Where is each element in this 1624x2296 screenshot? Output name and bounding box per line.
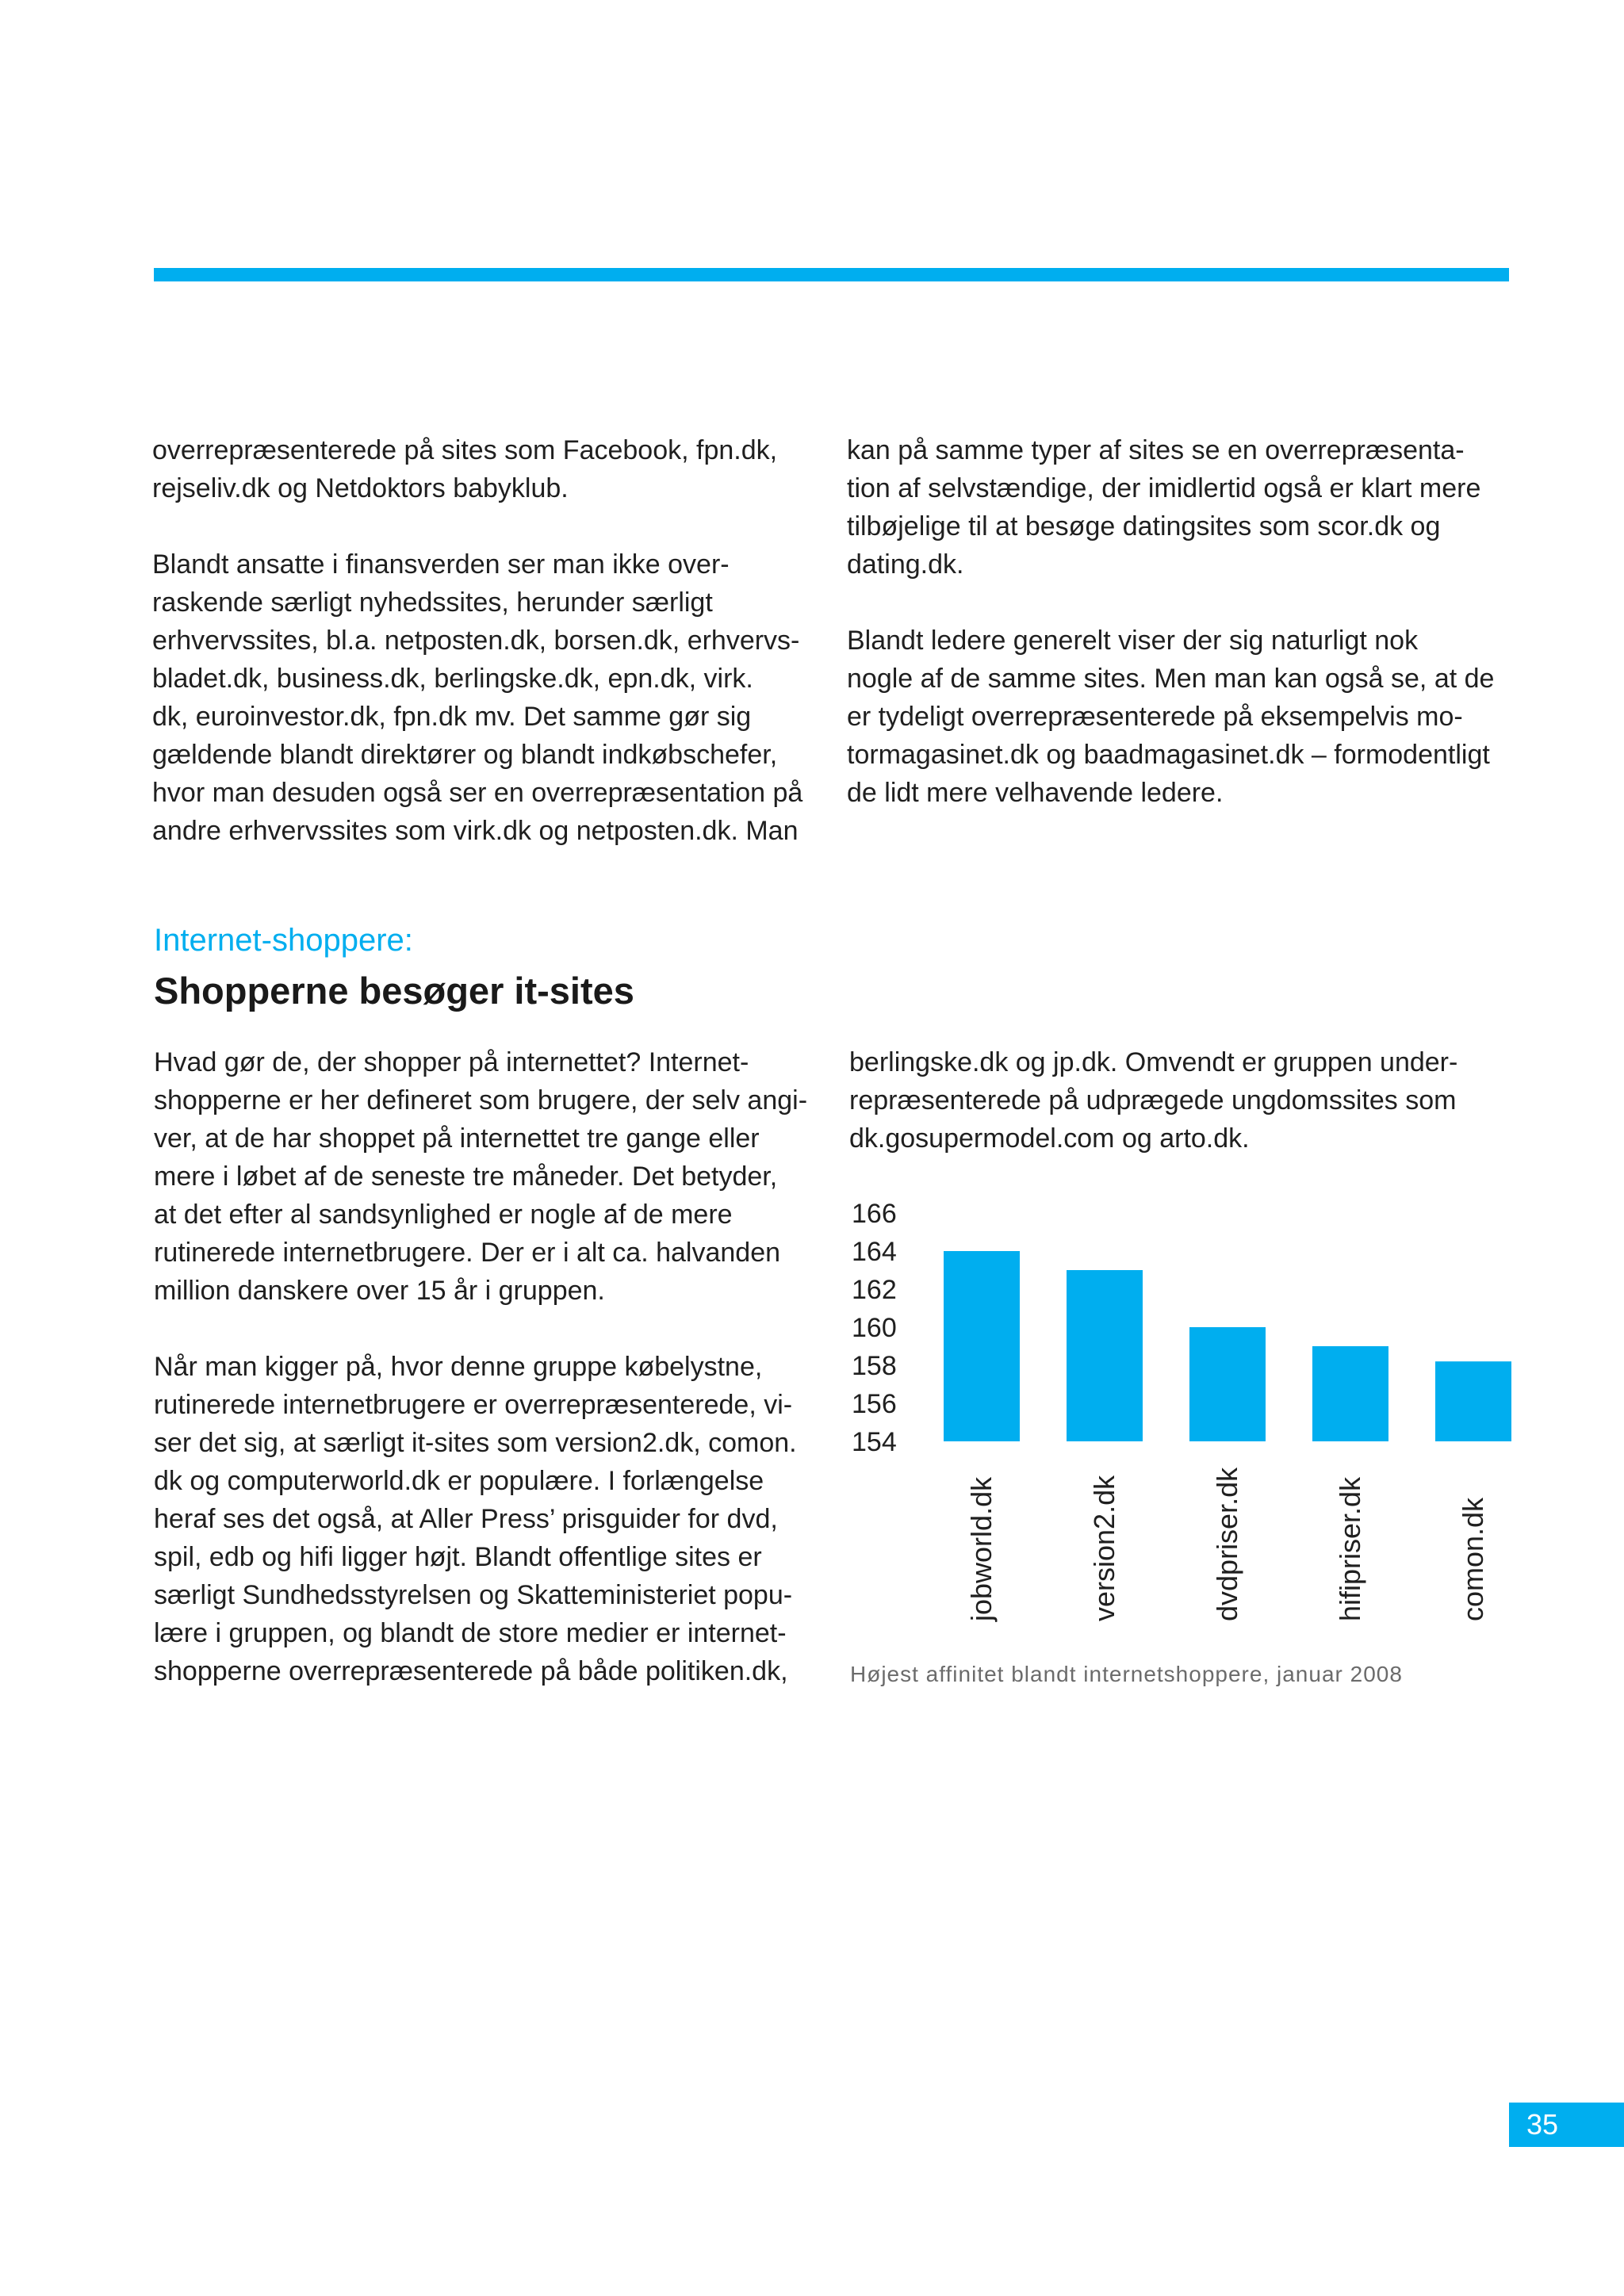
paragraph: Blandt ledere generelt viser der sig naturligt nok nogle af de samme sites. Men man kan også se, at de er tydeligt overrepræsenterede på eksempelvis mo- tormagasinet.dk og baadmagasinet.dk – formodentligt de lidt mere velhavende ledere. <box>847 626 1495 808</box>
section-title: Shopperne besøger it-sites <box>154 970 634 1012</box>
x-category-label: version2.dk <box>1088 1475 1120 1621</box>
y-tick-label: 162 <box>852 1275 897 1305</box>
y-tick-label: 160 <box>852 1313 897 1343</box>
paragraph: Når man kigger på, hvor denne gruppe købelystne, rutinerede internetbrugere er overrepræsenterede, vi- ser det sig, at særligt it-sites som version2.dk, comon. dk og computerworld.dk er populære. I forlængelse heraf ses det også, at Aller Press’ prisguider for dvd, spil, edb og hifi ligger højt. Blandt offentlige sites er særligt Sundhedsstyrelsen og Skatteministeriet popu- lære i gruppen, og blandt de store medier er internet- shopperne overrepræsenterede på både politiken.dk, <box>154 1352 797 1686</box>
chart-caption: Højest affinitet blandt internetshoppere, januar 2008 <box>850 1662 1403 1686</box>
bar-jobworld-dk <box>944 1251 1020 1441</box>
y-tick-label: 158 <box>852 1351 897 1381</box>
bottom-left-column <box>154 1043 836 1690</box>
bar-version2-dk <box>1067 1270 1143 1441</box>
paragraph: Hvad gør de, der shopper på internettet? Internet- shopperne er her defineret som brugere, der selv angi- ver, at de har shoppet på internettet tre gange eller mere i løbet af de seneste tre måneder. Det betyder, at det efter al sandsynlighed er nogle af de mere rutinerede internetbrugere. Der er i alt ca. halvanden million danskere over 15 år i gruppen. <box>154 1047 808 1306</box>
top-right-column <box>847 431 1529 812</box>
paragraph: kan på samme typer af sites se en overrepræsenta- tion af selvstændige, der imidlertid også er klart mere tilbøjelige til at besøge datingsites som scor.dk og dating.dk. <box>847 435 1481 580</box>
x-category-label: hifipriser.dk <box>1334 1476 1366 1621</box>
x-category-label: comon.dk <box>1457 1497 1489 1621</box>
paragraph: overrepræsenterede på sites som Facebook, fpn.dk, rejseliv.dk og Netdoktors babyklub. <box>152 435 778 503</box>
y-tick-label: 166 <box>852 1199 897 1229</box>
paragraph: berlingske.dk og jp.dk. Omvendt er gruppen under- repræsenterede på udprægede ungdomssites som dk.gosupermodel.com og arto.dk. <box>849 1047 1458 1154</box>
page-number: 35 <box>1509 2103 1624 2147</box>
x-category-label: dvdpriser.dk <box>1211 1467 1243 1621</box>
top-left-column <box>152 431 834 850</box>
bar-dvdpriser-dk <box>1189 1327 1266 1441</box>
y-tick-label: 164 <box>852 1237 897 1267</box>
top-accent-rule <box>154 268 1509 281</box>
bar-comon-dk <box>1435 1361 1511 1441</box>
y-tick-label: 156 <box>852 1389 897 1419</box>
section-kicker: Internet-shoppere: <box>154 923 413 958</box>
paragraph: Blandt ansatte i finansverden ser man ikke over- raskende særligt nyhedssites, herunder særligt erhvervssites, bl.a. netposten.dk, borsen.dk, erhvervs- bladet.dk, business.dk, berlingske.dk, epn.dk, virk. dk, euroinvestor.dk, fpn.dk mv. Det samme gør sig gældende blandt direktører og blandt indkøbschefer, hvor man desuden også ser en overrepræsentation på andre erhvervssites som virk.dk og netposten.dk. Man <box>152 549 803 846</box>
y-tick-label: 154 <box>852 1427 897 1457</box>
x-category-label: jobworld.dk <box>965 1476 998 1621</box>
affinity-bar-chart <box>841 1189 1522 1633</box>
bar-hifipriser-dk <box>1312 1346 1388 1441</box>
bottom-right-column <box>849 1043 1531 1158</box>
